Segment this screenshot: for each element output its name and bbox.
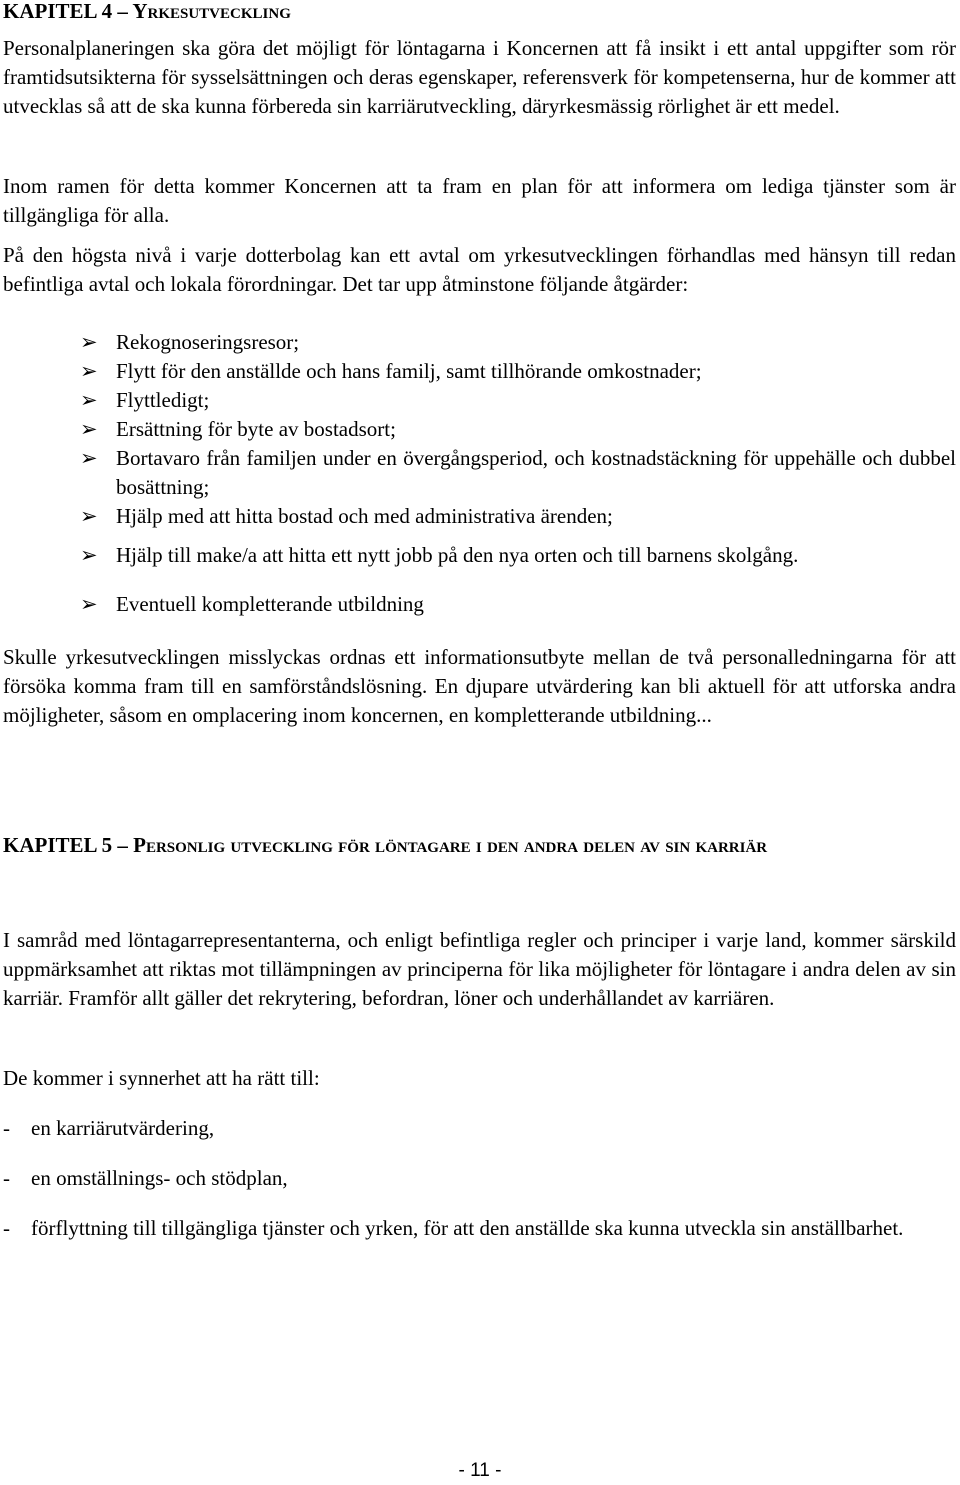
dash-bullet: - — [3, 1216, 10, 1240]
chapter-4-paragraph-3: På den högsta nivå i varje dotterbolag kan ett avtal om yrkesutvecklingen förhandlas med hänsyn till redan befintliga avtal och lokala förordningar. Det tar upp åtminstone följande åtgärder: — [3, 243, 956, 296]
arrow-bullet-icon: ➢ — [80, 504, 98, 528]
chapter-5-heading: KAPITEL 5 – Personlig utveckling för löntagare i den andra delen av sin karriär — [3, 833, 768, 857]
list-item: ➢ Hjälp med att hitta bostad och med administrativa ärenden; — [80, 502, 956, 531]
arrow-bullet-icon: ➢ — [80, 417, 98, 441]
list-item: - en karriärutvärdering, — [3, 1114, 956, 1143]
measures-list — [80, 328, 956, 619]
list-item: ➢ Bortavaro från familjen under en övergångsperiod, och kostnadstäckning för uppehälle och dubbel bosättning; — [80, 446, 956, 499]
arrow-bullet-icon: ➢ — [80, 543, 98, 567]
arrow-bullet-icon: ➢ — [80, 446, 98, 470]
page-number: - 11 - — [458, 1460, 502, 1481]
list-item: ➢ Flyttledigt; — [80, 386, 956, 415]
arrow-bullet-icon: ➢ — [80, 359, 98, 383]
chapter-5-paragraph-2: De kommer i synnerhet att ha rätt till: — [3, 1066, 320, 1090]
list-item: ➢ Eventuell kompletterande utbildning — [80, 590, 956, 619]
chapter-4-paragraph-2: Inom ramen för detta kommer Koncernen att ta fram en plan för att informera om lediga tjänster som är tillgängliga för alla. — [3, 174, 956, 227]
list-item: ➢ Flytt för den anställde och hans familj, samt tillhörande omkostnader; — [80, 357, 956, 386]
list-item: ➢ Ersättning för byte av bostadsort; — [80, 415, 956, 444]
dash-bullet: - — [3, 1166, 10, 1190]
dash-bullet: - — [3, 1116, 10, 1140]
chapter-4-paragraph-1: Personalplaneringen ska göra det möjligt för löntagarna i Koncernen att få insikt i ett antal uppgifter som rör framtidsutsikterna för sysselsättningen och deras egenskaper, referensverk för kompetenserna, hur de kommer att utvecklas så att de ska kunna förbereda sin karriärutveckling, däryrkesmässig rörlighet är ett medel. — [3, 36, 956, 118]
arrow-bullet-icon: ➢ — [80, 388, 98, 412]
list-item: - en omställnings- och stödplan, — [3, 1164, 956, 1193]
list-item: - förflyttning till tillgängliga tjänster och yrken, för att den anställde ska kunna utveckla sin anställbarhet. — [3, 1214, 956, 1243]
chapter-4-paragraph-4: Skulle yrkesutvecklingen misslyckas ordnas ett informationsutbyte mellan de två personalledningarna för att försöka komma fram till en samförståndslösning. En djupare utvärdering kan bli aktuell för att utforska andra möjligheter, såsom en omplacering inom koncernen, en kompletterande utbildning... — [3, 645, 956, 727]
arrow-bullet-icon: ➢ — [80, 592, 98, 616]
chapter-4-heading: KAPITEL 4 – Yrkesutveckling — [3, 0, 291, 23]
chapter-5-paragraph-1: I samråd med löntagarrepresentanterna, och enligt befintliga regler och principer i varje land, kommer särskild uppmärksamhet att riktas mot tillämpningen av principerna för lika möjligheter för löntagare i andra delen av sin karriär. Framför allt gäller det rekrytering, befordran, löner och underhållandet av karriären. — [3, 928, 956, 1010]
list-item: ➢ Rekognoseringsresor; — [80, 328, 956, 357]
list-item: ➢ Hjälp till make/a att hitta ett nytt jobb på den nya orten och till barnens skolgång. — [80, 541, 956, 570]
arrow-bullet-icon: ➢ — [80, 330, 98, 354]
